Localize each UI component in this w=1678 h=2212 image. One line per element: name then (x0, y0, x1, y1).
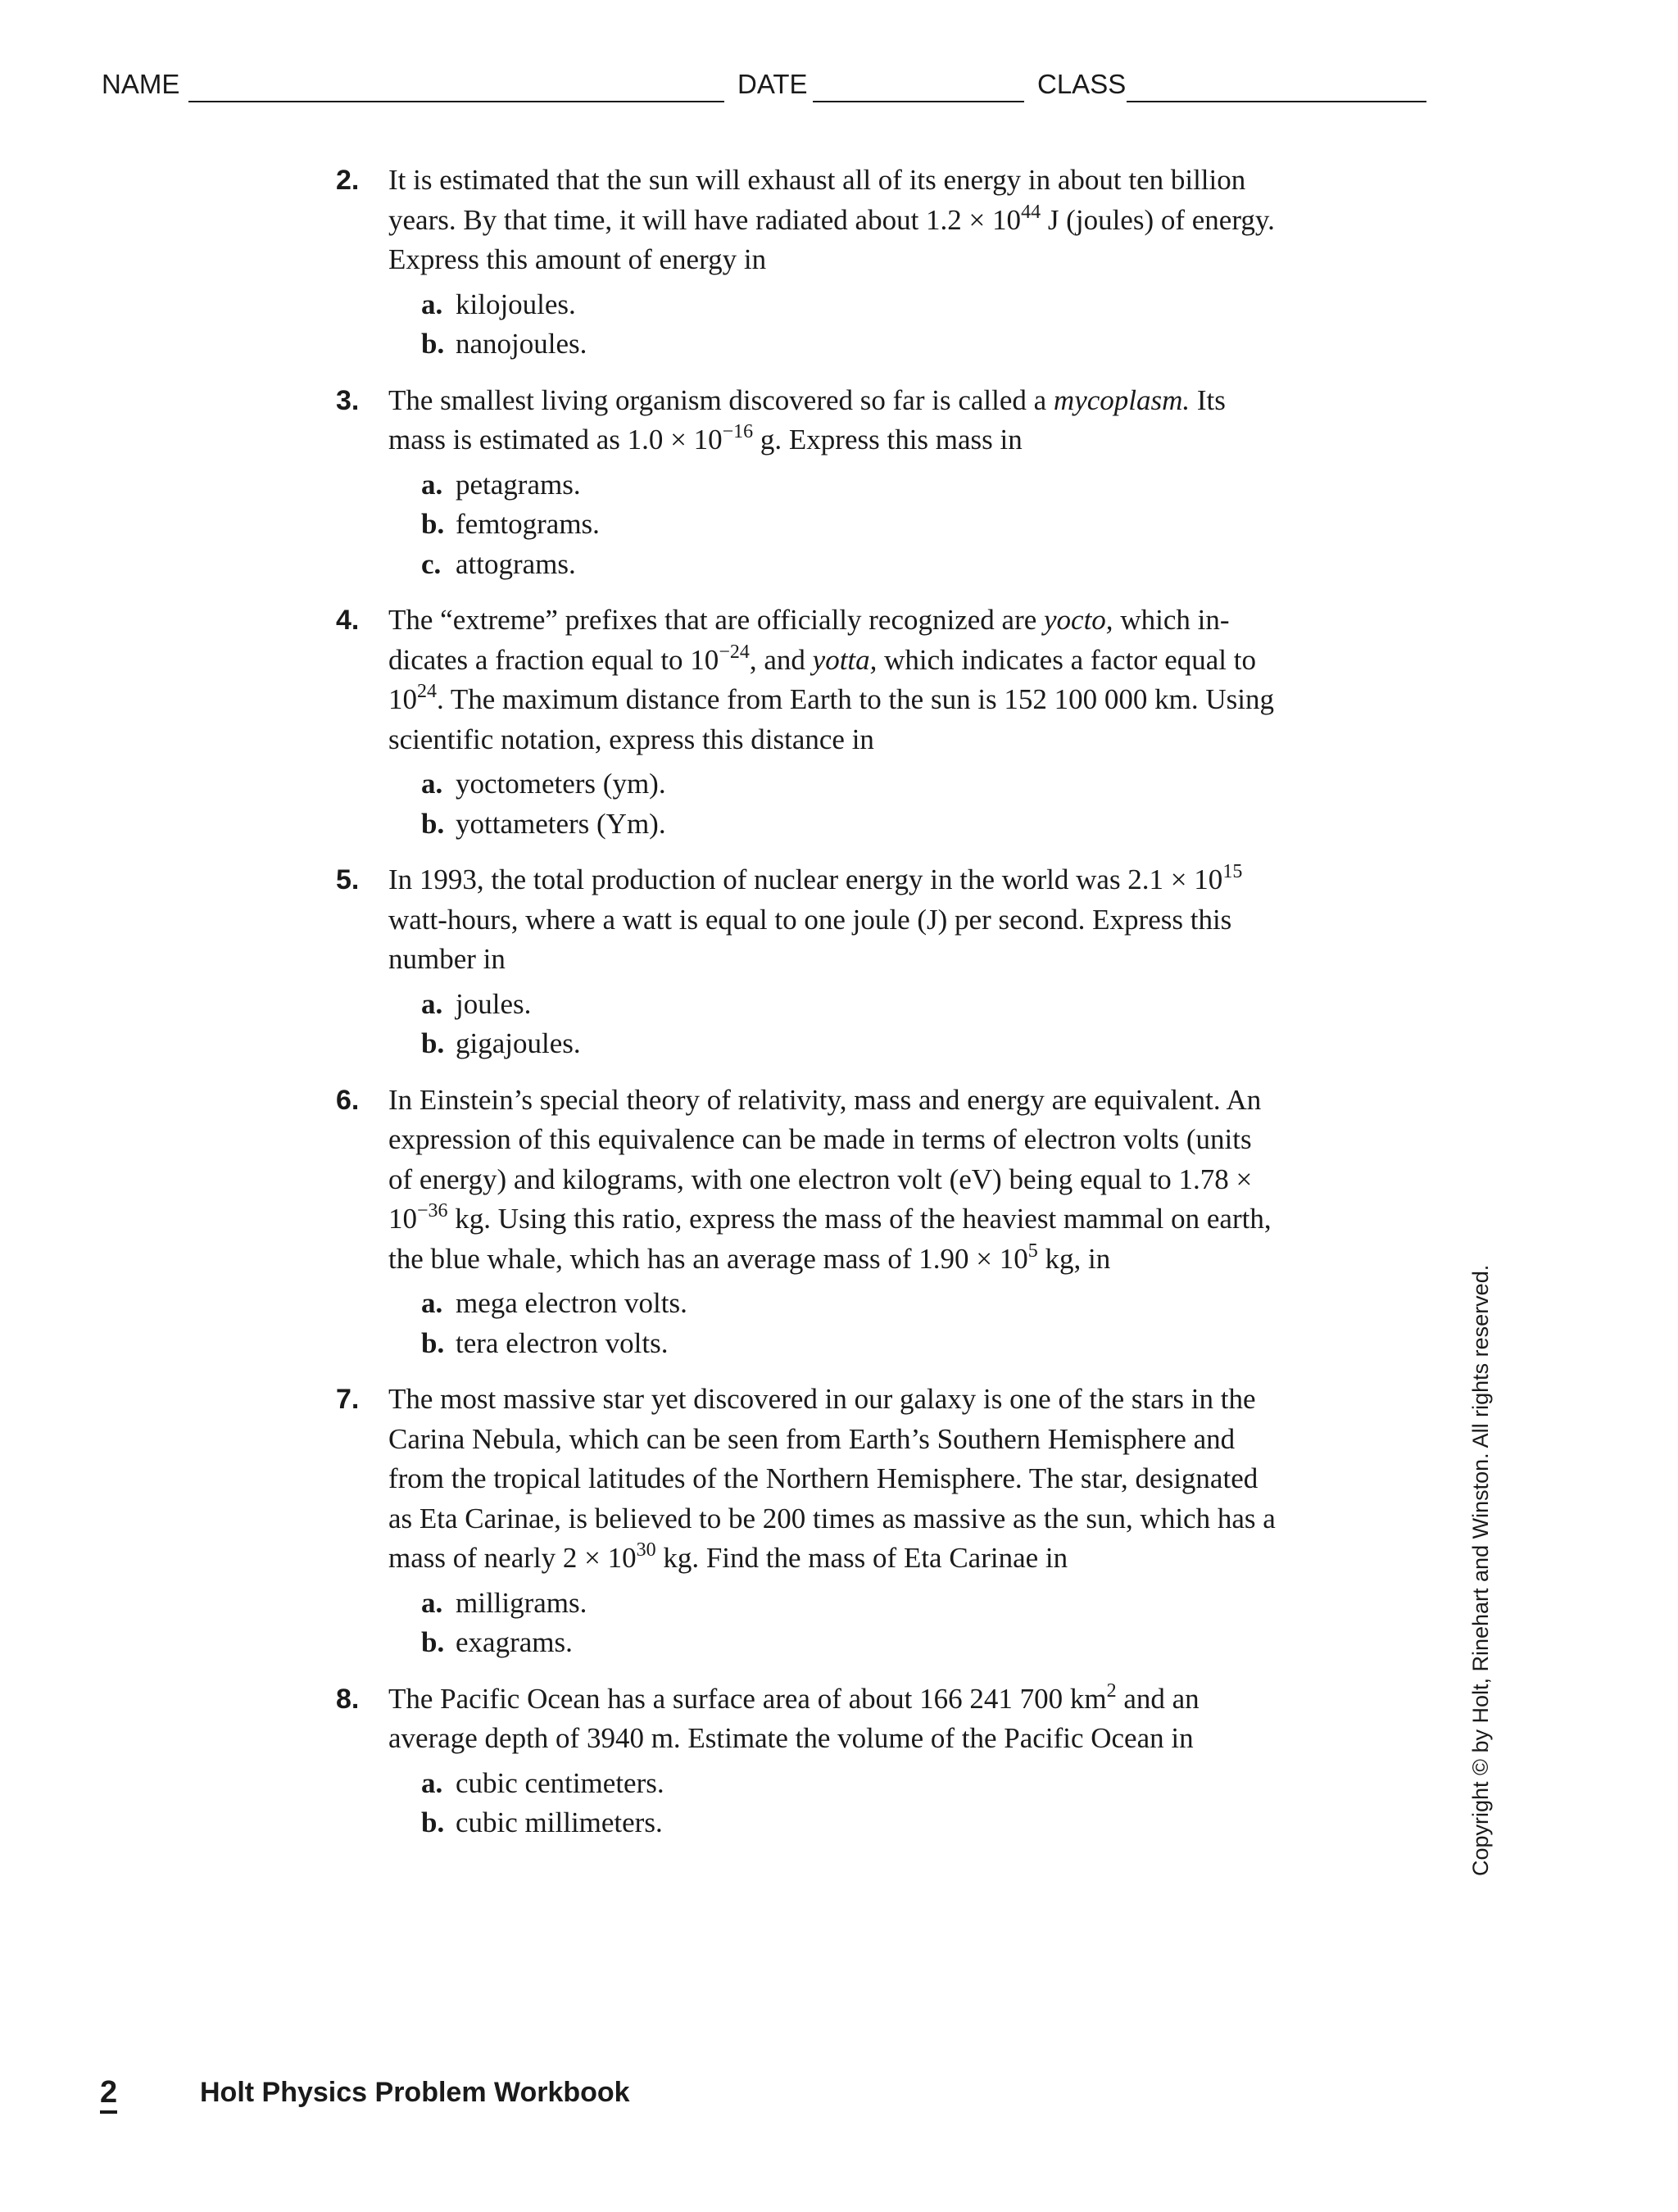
text-segment: which indicates a factor equal to 10 (388, 643, 1256, 715)
exponent: −16 (722, 421, 754, 442)
problem-number: 7. (336, 1384, 360, 1415)
sub-question-text: attograms. (456, 547, 576, 580)
sub-question-letter: a. (421, 987, 443, 1020)
exponent: −24 (719, 641, 750, 663)
problem-text (388, 381, 1278, 460)
sub-question-list (388, 1284, 1278, 1363)
sub-question (421, 985, 1278, 1025)
text-segment: kg. Using this ratio, express the mass of the heaviest mammal on earth, the blue whale, which has an average mass of 1.90 × 10 (388, 1203, 1272, 1275)
sub-question (421, 1284, 1278, 1324)
sub-question-text: milligrams. (456, 1586, 587, 1619)
sub-question-list (388, 985, 1278, 1064)
sub-question (421, 1324, 1278, 1364)
sub-question-letter: c. (421, 547, 442, 580)
worksheet-header (102, 69, 1429, 110)
problem-item (336, 601, 1278, 844)
sub-question (421, 545, 1278, 585)
problem-number: 4. (336, 605, 360, 636)
class-label: CLASS (1037, 69, 1127, 99)
text-segment: kg, in (1037, 1242, 1111, 1275)
exponent: 24 (417, 681, 437, 702)
class-field-line (1127, 101, 1426, 102)
exponent: 44 (1021, 201, 1041, 223)
text-segment: kg. Find the mass of Eta Carinae in (655, 1542, 1068, 1574)
sub-question-text: yottameters (Ym). (456, 807, 666, 840)
sub-question (421, 324, 1278, 365)
exponent: −36 (417, 1200, 448, 1222)
sub-question-list (388, 764, 1278, 844)
sub-question-list (388, 1584, 1278, 1663)
sub-question (421, 505, 1278, 545)
italic-term: yotta, (812, 643, 878, 676)
problem-text (388, 1380, 1278, 1579)
sub-question-text: gigajoules. (456, 1027, 581, 1059)
sub-question-letter: a. (421, 768, 443, 800)
sub-question (421, 465, 1278, 505)
text-segment: J (joules) of energy. Express this amount of energy in (388, 203, 1275, 275)
problem-text (388, 161, 1278, 280)
text-segment: The most massive star yet discovered in our galaxy is one of the stars in the Carina Nebula, which can be seen from Earth’s Southern Hemisphere and from the tropical latitudes of the Northern Hemisphere. The star, designated as Eta Carinae, is believed to be 200 times as massive as the sun, which has a mass of nearly 2 × 10 (388, 1383, 1276, 1574)
sub-question-letter: b. (421, 328, 445, 360)
sub-question-letter: a. (421, 1287, 443, 1319)
problem-text (388, 1679, 1278, 1759)
sub-question (421, 285, 1278, 325)
sub-question (421, 1024, 1278, 1064)
problem-item (336, 161, 1278, 365)
sub-question-letter: b. (421, 807, 445, 840)
sub-question-letter: a. (421, 1766, 443, 1799)
problem-text (388, 860, 1278, 980)
sub-question-list (388, 1764, 1278, 1843)
sub-question-letter: a. (421, 468, 443, 501)
text-segment: The “extreme” prefixes that are officially recognized are (388, 604, 1045, 636)
sub-question-letter: a. (421, 288, 443, 320)
problem-text (388, 1081, 1278, 1280)
sub-question-letter: b. (421, 1027, 445, 1059)
name-field-line (188, 101, 724, 102)
text-segment: In Einstein’s special theory of relativity, mass and energy are equivalent. An expression of this equivalence can be made in terms of electron volts (units of energy) and kilograms, with one electron volt (eV) being equal to 1.78 × 10 (388, 1083, 1262, 1235)
date-field-line (813, 101, 1024, 102)
text-segment: , and (749, 643, 813, 676)
sub-question-text: tera electron volts. (456, 1326, 669, 1359)
sub-question-text: cubic millimeters. (456, 1806, 663, 1838)
problem-text (388, 601, 1278, 759)
sub-question-letter: b. (421, 1626, 445, 1658)
text-segment: . The maximum distance from Earth to the sun is 152 100 000 km. Using scientific notation, express this distance in (388, 683, 1275, 755)
text-segment: Its mass is estimated as 1.0 × 10 (388, 383, 1226, 456)
page-number: 2 (100, 2076, 117, 2114)
sub-question (421, 1803, 1278, 1843)
problem-number: 3. (336, 384, 360, 416)
problem-number: 2. (336, 165, 360, 196)
text-segment: In 1993, the total production of nuclear energy in the world was 2.1 × 10 (388, 863, 1223, 895)
sub-question-text: yoctometers (ym). (456, 768, 666, 800)
text-segment: which in-dicates a fraction equal to 10 (388, 604, 1230, 676)
problem-list (336, 161, 1278, 1860)
sub-question-text: petagrams. (456, 468, 581, 501)
exponent: 15 (1222, 861, 1243, 882)
copyright-notice: Copyright © by Holt, Rinehart and Winston. All rights reserved. (1468, 1264, 1493, 1876)
text-segment: and an average depth of 3940 m. Estimate the volume of the Pacific Ocean in (388, 1682, 1200, 1754)
sub-question (421, 1623, 1278, 1663)
sub-question-letter: b. (421, 1326, 445, 1359)
exponent: 2 (1106, 1679, 1117, 1702)
sub-question-text: joules. (456, 987, 532, 1020)
book-title: Holt Physics Problem Workbook (200, 2077, 630, 2108)
italic-term: mycoplasm. (1053, 383, 1190, 416)
problem-item (336, 860, 1278, 1064)
exponent: 5 (1027, 1240, 1038, 1262)
sub-question-text: nanojoules. (456, 328, 587, 360)
sub-question-letter: b. (421, 508, 445, 540)
sub-question-text: cubic centimeters. (456, 1766, 664, 1799)
sub-question-list (388, 465, 1278, 585)
sub-question-letter: a. (421, 1586, 443, 1619)
sub-question-list (388, 285, 1278, 365)
text-segment: The Pacific Ocean has a surface area of about 166 241 700 km (388, 1682, 1107, 1715)
sub-question-letter: b. (421, 1806, 445, 1838)
problem-item (336, 1380, 1278, 1663)
problem-item (336, 381, 1278, 585)
sub-question-text: kilojoules. (456, 288, 576, 320)
sub-question (421, 764, 1278, 805)
sub-question-text: exagrams. (456, 1626, 573, 1658)
exponent: 30 (636, 1539, 656, 1561)
date-label: DATE (737, 69, 808, 99)
sub-question (421, 1764, 1278, 1804)
problem-number: 8. (336, 1683, 360, 1715)
sub-question-text: mega electron volts. (456, 1287, 687, 1319)
problem-item (336, 1679, 1278, 1843)
italic-term: yocto, (1044, 604, 1113, 636)
name-label: NAME (102, 69, 180, 99)
text-segment: g. Express this mass in (753, 424, 1023, 456)
problem-number: 6. (336, 1084, 360, 1116)
text-segment: The smallest living organism discovered so far is called a (388, 383, 1054, 416)
problem-number: 5. (336, 864, 360, 895)
sub-question (421, 805, 1278, 845)
sub-question-text: femtograms. (456, 508, 600, 540)
problem-item (336, 1081, 1278, 1364)
sub-question (421, 1584, 1278, 1624)
text-segment: watt-hours, where a watt is equal to one joule (J) per second. Express this number in (388, 903, 1232, 975)
text-segment: It is estimated that the sun will exhaust all of its energy in about ten billion years. By that time, it will have radiated about 1.2 × 10 (388, 164, 1246, 236)
